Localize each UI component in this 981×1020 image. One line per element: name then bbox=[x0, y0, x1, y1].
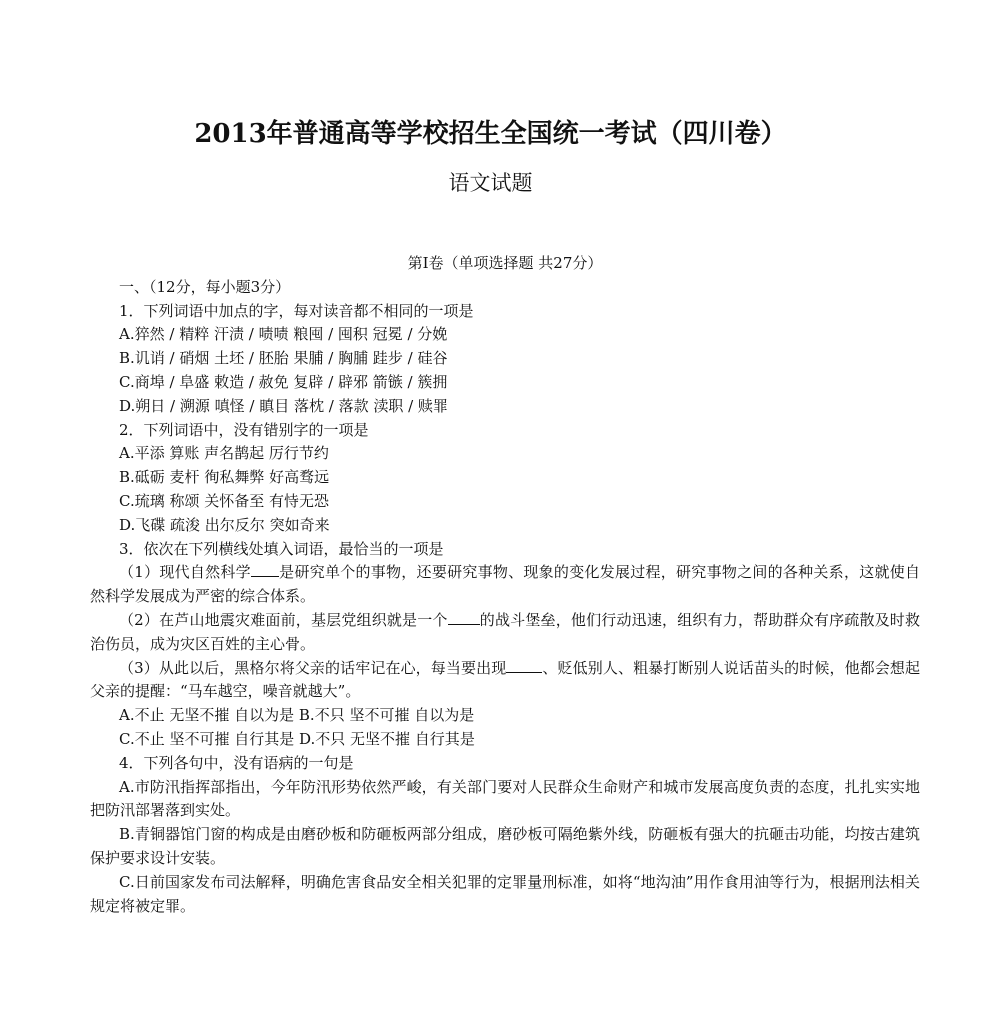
question-2-option-b: B.砥砺 麦杆 徇私舞弊 好高骛远 bbox=[119, 468, 330, 487]
sentence-1-before-blank: （1）现代自然科学 bbox=[119, 563, 251, 582]
question-3-options-cd: C.不止 坚不可摧 自行其是 D.不只 无坚不摧 自行其是 bbox=[119, 729, 475, 748]
question-1-stem: 1．下列词语中加点的字，每对读音都不相同的一项是 bbox=[119, 301, 474, 320]
exam-content bbox=[90, 252, 920, 918]
question-3-sentence-3 bbox=[90, 657, 920, 705]
question-4-stem: 4．下列各句中，没有语病的一句是 bbox=[119, 753, 354, 772]
question-4-option-a: A.市防汛指挥部指出，今年防汛形势依然严峻，有关部门要对人民群众生命财产和城市发展高度负责的态度，扎扎实实地把防汛部署落到实处。 bbox=[90, 777, 920, 820]
sentence-2-before-blank: （2）在芦山地震灾难面前，基层党组织就是一个 bbox=[119, 610, 448, 629]
question-1-option-b: B.讥诮 / 硝烟 土坯 / 胚胎 果脯 / 胸脯 跬步 / 硅谷 bbox=[119, 349, 448, 368]
question-4-option-b: B.青铜器馆门窗的构成是由磨砂板和防砸板两部分组成，磨砂板可隔绝紫外线，防砸板有强大的抗砸击功能，均按古建筑保护要求设计安装。 bbox=[90, 825, 920, 867]
question-1-option-a: A.猝然 / 精粹 汗渍 / 啧啧 粮囤 / 囤积 冠冕 / 分娩 bbox=[119, 325, 448, 344]
question-2-option-d: D.飞碟 疏浚 出尔反尔 突如奇来 bbox=[119, 515, 330, 534]
question-2-stem: 2．下列词语中，没有错别字的一项是 bbox=[119, 420, 369, 439]
part-heading: 一、（12分，每小题3分） bbox=[119, 277, 291, 296]
page-title: 2013年普通高等学校招生全国统一考试（四川卷） bbox=[194, 119, 787, 149]
question-2-option-c: C.琉璃 称颂 关怀备至 有恃无恐 bbox=[119, 491, 330, 510]
question-3-sentence-2 bbox=[90, 609, 920, 657]
question-4-option-c: C.日前国家发布司法解释，明确危害食品安全相关犯罪的定罪量刑标准，如将“地沟油”用作食用油等行为，根据刑法相关规定将被定罪。 bbox=[90, 872, 920, 915]
fill-blank bbox=[448, 609, 480, 625]
question-3-options-ab: A.不止 无坚不摧 自以为是 B.不只 坚不可摧 自以为是 bbox=[119, 706, 475, 725]
question-3-sentence-1 bbox=[90, 561, 920, 609]
fill-blank bbox=[251, 561, 279, 577]
sentence-3-after-blank: 、贬低别人、粗暴打断别人说话苗头的时候，他都会想起父亲的提醒：“马车越空，噪音就越大”。 bbox=[90, 658, 920, 701]
question-3-stem: 3．依次在下列横线处填入词语，最恰当的一项是 bbox=[119, 539, 444, 558]
question-1-option-d: D.朔日 / 溯源 嗔怪 / 瞋目 落枕 / 落款 渎职 / 赎罪 bbox=[119, 396, 448, 415]
fill-blank bbox=[506, 657, 542, 673]
question-1-option-c: C.商埠 / 阜盛 敕造 / 赦免 复辟 / 辟邪 箭镞 / 簇拥 bbox=[119, 372, 448, 391]
question-2-option-a: A.平添 算账 声名鹊起 厉行节约 bbox=[119, 444, 329, 463]
section-heading: 第Ⅰ卷（单项选择题 共27分） bbox=[407, 254, 603, 272]
page-subtitle: 语文试题 bbox=[448, 171, 533, 195]
sentence-1-after-blank: 是研究单个的事物，还要研究事物、现象的变化发展过程，研究事物之间的各种关系，这就使自然科学发展成为严密的综合体系。 bbox=[90, 563, 920, 606]
sentence-2-after-blank: 的战斗堡垒，他们行动迅速，组织有力，帮助群众有序疏散及时救治伤员，成为灾区百姓的主心骨。 bbox=[90, 610, 920, 653]
sentence-3-before-blank: （3）从此以后，黑格尔将父亲的话牢记在心，每当要出现 bbox=[119, 658, 507, 677]
